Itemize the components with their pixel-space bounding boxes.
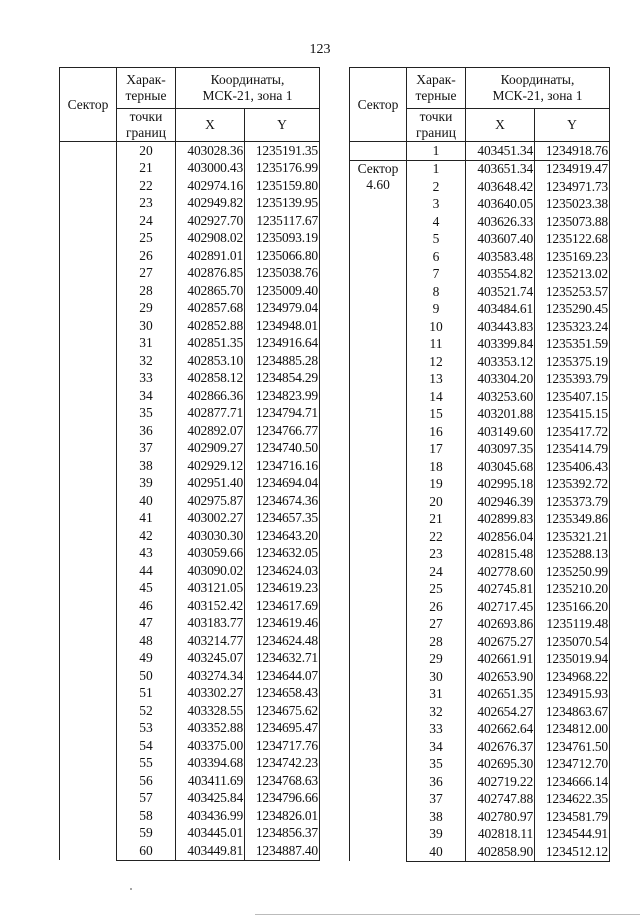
coord-x: 403449.81	[176, 842, 245, 860]
sector-cell	[350, 142, 407, 161]
coord-x: 403583.48	[466, 248, 535, 266]
coord-x: 402662.64	[466, 721, 535, 739]
point-number: 36	[407, 773, 466, 791]
point-number: 2	[407, 178, 466, 196]
point-number: 46	[117, 597, 176, 615]
point-number: 35	[117, 405, 176, 423]
point-number: 31	[407, 686, 466, 704]
coord-y: 1234622.35	[535, 791, 610, 809]
point-number: 49	[117, 650, 176, 668]
header-coordinates: Координаты, МСК-21, зона 1	[466, 68, 610, 109]
coord-y: 1234674.36	[245, 492, 320, 510]
point-number: 51	[117, 685, 176, 703]
coord-x: 403214.77	[176, 632, 245, 650]
coord-y: 1235415.15	[535, 406, 610, 424]
coord-x: 403554.82	[466, 266, 535, 284]
coord-x: 402853.10	[176, 352, 245, 370]
point-number: 3	[407, 196, 466, 214]
point-number: 24	[407, 563, 466, 581]
point-number: 22	[117, 177, 176, 195]
point-number: 48	[117, 632, 176, 650]
coord-y: 1235373.79	[535, 493, 610, 511]
point-number: 56	[117, 772, 176, 790]
point-number: 15	[407, 406, 466, 424]
coord-x: 403607.40	[466, 231, 535, 249]
coord-x: 402892.07	[176, 422, 245, 440]
coord-x: 403000.43	[176, 160, 245, 178]
coord-y: 1235393.79	[535, 371, 610, 389]
coord-y: 1234971.73	[535, 178, 610, 196]
coord-y: 1234619.23	[245, 580, 320, 598]
coord-x: 403059.66	[176, 545, 245, 563]
point-number: 1	[407, 142, 466, 161]
coord-x: 402717.45	[466, 598, 535, 616]
coord-y: 1234915.93	[535, 686, 610, 704]
coord-x: 402857.68	[176, 300, 245, 318]
point-number: 27	[117, 265, 176, 283]
point-number: 4	[407, 213, 466, 231]
point-number: 13	[407, 371, 466, 389]
point-number: 12	[407, 353, 466, 371]
coord-y: 1234794.71	[245, 405, 320, 423]
point-number: 10	[407, 318, 466, 336]
coord-y: 1235093.19	[245, 230, 320, 248]
page-number: 123	[309, 42, 331, 57]
coord-x: 402852.88	[176, 317, 245, 335]
point-number: 42	[117, 527, 176, 545]
point-number: 29	[117, 300, 176, 318]
coord-x: 402780.97	[466, 808, 535, 826]
coord-y: 1234968.22	[535, 668, 610, 686]
coord-y: 1234863.67	[535, 703, 610, 721]
coord-x: 403443.83	[466, 318, 535, 336]
coord-x: 403030.30	[176, 527, 245, 545]
coord-y: 1234544.91	[535, 826, 610, 844]
point-number: 41	[117, 510, 176, 528]
point-number: 6	[407, 248, 466, 266]
coord-y: 1235139.95	[245, 195, 320, 213]
table-row	[60, 142, 320, 160]
coord-x: 402927.70	[176, 212, 245, 230]
coord-x: 402856.04	[466, 528, 535, 546]
table-row	[350, 142, 610, 161]
point-number: 47	[117, 615, 176, 633]
coord-x: 402676.37	[466, 738, 535, 756]
point-number: 20	[117, 142, 176, 160]
header-points-bottom: точки границ	[407, 109, 466, 142]
coord-y: 1234742.23	[245, 755, 320, 773]
point-number: 38	[407, 808, 466, 826]
point-number: 35	[407, 756, 466, 774]
scan-speck	[130, 888, 132, 890]
coord-x: 402946.39	[466, 493, 535, 511]
coord-x: 402876.85	[176, 265, 245, 283]
point-number: 23	[407, 546, 466, 564]
coord-x: 402975.87	[176, 492, 245, 510]
header-x: X	[176, 109, 245, 142]
coord-y: 1234856.37	[245, 825, 320, 843]
point-number: 52	[117, 702, 176, 720]
header-points: Харак- терные	[407, 68, 466, 109]
coord-y: 1235117.67	[245, 212, 320, 230]
coord-x: 402653.90	[466, 668, 535, 686]
sector-name: Сектор	[357, 160, 399, 176]
sector-cell	[60, 142, 117, 861]
coord-y: 1234979.04	[245, 300, 320, 318]
coord-y: 1234644.07	[245, 667, 320, 685]
coord-x: 402719.22	[466, 773, 535, 791]
coord-x: 403253.60	[466, 388, 535, 406]
coordinates-table-right	[349, 67, 610, 862]
left-table-body	[60, 142, 320, 861]
coord-x: 403274.34	[176, 667, 245, 685]
coord-x: 402949.82	[176, 195, 245, 213]
coord-y: 1235414.79	[535, 441, 610, 459]
coord-y: 1234695.47	[245, 720, 320, 738]
coord-y: 1234887.40	[245, 842, 320, 860]
coord-y: 1235169.23	[535, 248, 610, 266]
point-number: 45	[117, 580, 176, 598]
coord-y: 1234740.50	[245, 440, 320, 458]
coord-x: 403152.42	[176, 597, 245, 615]
coord-x: 403399.84	[466, 336, 535, 354]
coord-x: 402661.91	[466, 651, 535, 669]
coord-x: 403451.34	[466, 142, 535, 161]
coord-y: 1235407.15	[535, 388, 610, 406]
coord-x: 402695.30	[466, 756, 535, 774]
point-number: 40	[407, 843, 466, 861]
point-number: 32	[407, 703, 466, 721]
coord-y: 1234624.03	[245, 562, 320, 580]
coord-y: 1234826.01	[245, 807, 320, 825]
coord-x: 402951.40	[176, 475, 245, 493]
coord-y: 1234796.66	[245, 790, 320, 808]
coord-y: 1235210.20	[535, 581, 610, 599]
header-points-bottom: точки границ	[117, 109, 176, 142]
coord-y: 1235119.48	[535, 616, 610, 634]
coord-y: 1235122.68	[535, 231, 610, 249]
point-number: 53	[117, 720, 176, 738]
point-number: 26	[407, 598, 466, 616]
coord-y: 1235038.76	[245, 265, 320, 283]
coord-y: 1234812.00	[535, 721, 610, 739]
point-number: 39	[407, 826, 466, 844]
coord-y: 1234619.46	[245, 615, 320, 633]
coord-y: 1235351.59	[535, 336, 610, 354]
coord-x: 403045.68	[466, 458, 535, 476]
coord-x: 403651.34	[466, 160, 535, 178]
coord-y: 1234694.04	[245, 475, 320, 493]
coord-x: 403097.35	[466, 441, 535, 459]
point-number: 37	[117, 440, 176, 458]
coord-y: 1235253.57	[535, 283, 610, 301]
point-number: 55	[117, 755, 176, 773]
coord-y: 1235323.24	[535, 318, 610, 336]
table-row	[350, 160, 610, 178]
coord-x: 403648.42	[466, 178, 535, 196]
coord-x: 402995.18	[466, 476, 535, 494]
coord-x: 403484.61	[466, 301, 535, 319]
coord-y: 1234918.76	[535, 142, 610, 161]
coord-y: 1235159.80	[245, 177, 320, 195]
coord-y: 1234632.05	[245, 545, 320, 563]
point-number: 22	[407, 528, 466, 546]
header-x: X	[466, 109, 535, 142]
point-number: 29	[407, 651, 466, 669]
coord-x: 402891.01	[176, 247, 245, 265]
point-number: 25	[407, 581, 466, 599]
coord-y: 1234666.14	[535, 773, 610, 791]
coord-y: 1235023.38	[535, 196, 610, 214]
coord-x: 403328.55	[176, 702, 245, 720]
header-coordinates: Координаты, МСК-21, зона 1	[176, 68, 320, 109]
coord-x: 402654.27	[466, 703, 535, 721]
point-number: 25	[117, 230, 176, 248]
coord-x: 403245.07	[176, 650, 245, 668]
coord-y: 1235375.19	[535, 353, 610, 371]
point-number: 24	[117, 212, 176, 230]
header-sector: Сектор	[60, 68, 117, 142]
header-y: Y	[245, 109, 320, 142]
coord-y: 1234643.20	[245, 527, 320, 545]
coord-x: 403201.88	[466, 406, 535, 424]
coord-y: 1234658.43	[245, 685, 320, 703]
coord-x: 403352.88	[176, 720, 245, 738]
coord-x: 402929.12	[176, 457, 245, 475]
point-number: 17	[407, 441, 466, 459]
point-number: 34	[407, 738, 466, 756]
coord-x: 402865.70	[176, 282, 245, 300]
point-number: 28	[117, 282, 176, 300]
coord-x: 403640.05	[466, 196, 535, 214]
coord-x: 402908.02	[176, 230, 245, 248]
coord-y: 1234675.62	[245, 702, 320, 720]
point-number: 59	[117, 825, 176, 843]
coord-x: 403183.77	[176, 615, 245, 633]
coord-y: 1234717.76	[245, 737, 320, 755]
coord-y: 1235321.21	[535, 528, 610, 546]
coord-y: 1234617.69	[245, 597, 320, 615]
point-number: 14	[407, 388, 466, 406]
point-number: 39	[117, 475, 176, 493]
coord-x: 402877.71	[176, 405, 245, 423]
point-number: 8	[407, 283, 466, 301]
coord-x: 402778.60	[466, 563, 535, 581]
coord-x: 403002.27	[176, 510, 245, 528]
point-number: 7	[407, 266, 466, 284]
point-number: 26	[117, 247, 176, 265]
point-number: 43	[117, 545, 176, 563]
coord-y: 1235288.13	[535, 546, 610, 564]
coord-y: 1235009.40	[245, 282, 320, 300]
point-number: 20	[407, 493, 466, 511]
point-number: 37	[407, 791, 466, 809]
coord-y: 1234919.47	[535, 160, 610, 178]
coord-y: 1235166.20	[535, 598, 610, 616]
coord-y: 1235191.35	[245, 142, 320, 160]
point-number: 50	[117, 667, 176, 685]
coord-y: 1235213.02	[535, 266, 610, 284]
coord-y: 1234632.71	[245, 650, 320, 668]
coord-x: 403425.84	[176, 790, 245, 808]
point-number: 1	[407, 160, 466, 178]
header-sector: Сектор	[350, 68, 407, 142]
point-number: 33	[117, 370, 176, 388]
coord-x: 403149.60	[466, 423, 535, 441]
coord-y: 1234823.99	[245, 387, 320, 405]
point-number: 27	[407, 616, 466, 634]
coord-x: 402747.88	[466, 791, 535, 809]
coord-y: 1234624.48	[245, 632, 320, 650]
point-number: 57	[117, 790, 176, 808]
coord-y: 1235070.54	[535, 633, 610, 651]
coord-x: 402909.27	[176, 440, 245, 458]
coord-x: 403028.36	[176, 142, 245, 160]
header-points-line: Харак- терные	[125, 72, 167, 103]
coord-y: 1235250.99	[535, 563, 610, 581]
coord-y: 1235066.80	[245, 247, 320, 265]
coord-x: 402675.27	[466, 633, 535, 651]
coord-y: 1234854.29	[245, 370, 320, 388]
point-number: 36	[117, 422, 176, 440]
coord-y: 1234885.28	[245, 352, 320, 370]
coord-x: 403353.12	[466, 353, 535, 371]
point-number: 21	[117, 160, 176, 178]
coord-x: 402899.83	[466, 511, 535, 529]
point-number: 38	[117, 457, 176, 475]
point-number: 16	[407, 423, 466, 441]
coord-y: 1235019.94	[535, 651, 610, 669]
point-number: 18	[407, 458, 466, 476]
coord-y: 1234948.01	[245, 317, 320, 335]
point-number: 44	[117, 562, 176, 580]
point-number: 54	[117, 737, 176, 755]
coord-x: 403626.33	[466, 213, 535, 231]
point-number: 28	[407, 633, 466, 651]
coord-y: 1234581.79	[535, 808, 610, 826]
point-number: 5	[407, 231, 466, 249]
coord-x: 402858.12	[176, 370, 245, 388]
coord-x: 403411.69	[176, 772, 245, 790]
coord-y: 1235176.99	[245, 160, 320, 178]
coord-y: 1234512.12	[535, 843, 610, 861]
coord-y: 1235073.88	[535, 213, 610, 231]
coord-x: 402974.16	[176, 177, 245, 195]
coord-x: 403375.00	[176, 737, 245, 755]
coord-y: 1235392.72	[535, 476, 610, 494]
point-number: 11	[407, 336, 466, 354]
coord-x: 403394.68	[176, 755, 245, 773]
coordinates-table-left	[59, 67, 320, 861]
header-y: Y	[535, 109, 610, 142]
coord-x: 403121.05	[176, 580, 245, 598]
coord-x: 403445.01	[176, 825, 245, 843]
point-number: 21	[407, 511, 466, 529]
coord-x: 402818.11	[466, 826, 535, 844]
coord-x: 402866.36	[176, 387, 245, 405]
coord-x: 403436.99	[176, 807, 245, 825]
coord-x: 402858.90	[466, 843, 535, 861]
point-number: 19	[407, 476, 466, 494]
point-number: 33	[407, 721, 466, 739]
point-number: 34	[117, 387, 176, 405]
coord-y: 1235406.43	[535, 458, 610, 476]
coord-x: 402651.35	[466, 686, 535, 704]
coord-y: 1234916.64	[245, 335, 320, 353]
coord-x: 403304.20	[466, 371, 535, 389]
point-number: 40	[117, 492, 176, 510]
coord-y: 1234761.50	[535, 738, 610, 756]
coord-x: 402745.81	[466, 581, 535, 599]
scan-edge-line	[255, 914, 640, 915]
point-number: 30	[117, 317, 176, 335]
coord-y: 1234657.35	[245, 510, 320, 528]
coord-y: 1234716.16	[245, 457, 320, 475]
point-number: 32	[117, 352, 176, 370]
coord-y: 1235417.72	[535, 423, 610, 441]
point-number: 30	[407, 668, 466, 686]
coord-x: 402851.35	[176, 335, 245, 353]
sector-cell	[350, 160, 407, 861]
coord-x: 403521.74	[466, 283, 535, 301]
point-number: 31	[117, 335, 176, 353]
coord-x: 403090.02	[176, 562, 245, 580]
coord-x: 402693.86	[466, 616, 535, 634]
coord-y: 1234712.70	[535, 756, 610, 774]
sector-number: 4.60	[366, 176, 390, 192]
coord-y: 1234768.63	[245, 772, 320, 790]
coord-y: 1235349.86	[535, 511, 610, 529]
coord-y: 1234766.77	[245, 422, 320, 440]
header-points	[117, 68, 176, 109]
coord-x: 402815.48	[466, 546, 535, 564]
coord-x: 403302.27	[176, 685, 245, 703]
coord-y: 1235290.45	[535, 301, 610, 319]
point-number: 58	[117, 807, 176, 825]
right-table-body	[350, 142, 610, 862]
point-number: 9	[407, 301, 466, 319]
point-number: 23	[117, 195, 176, 213]
point-number: 60	[117, 842, 176, 860]
